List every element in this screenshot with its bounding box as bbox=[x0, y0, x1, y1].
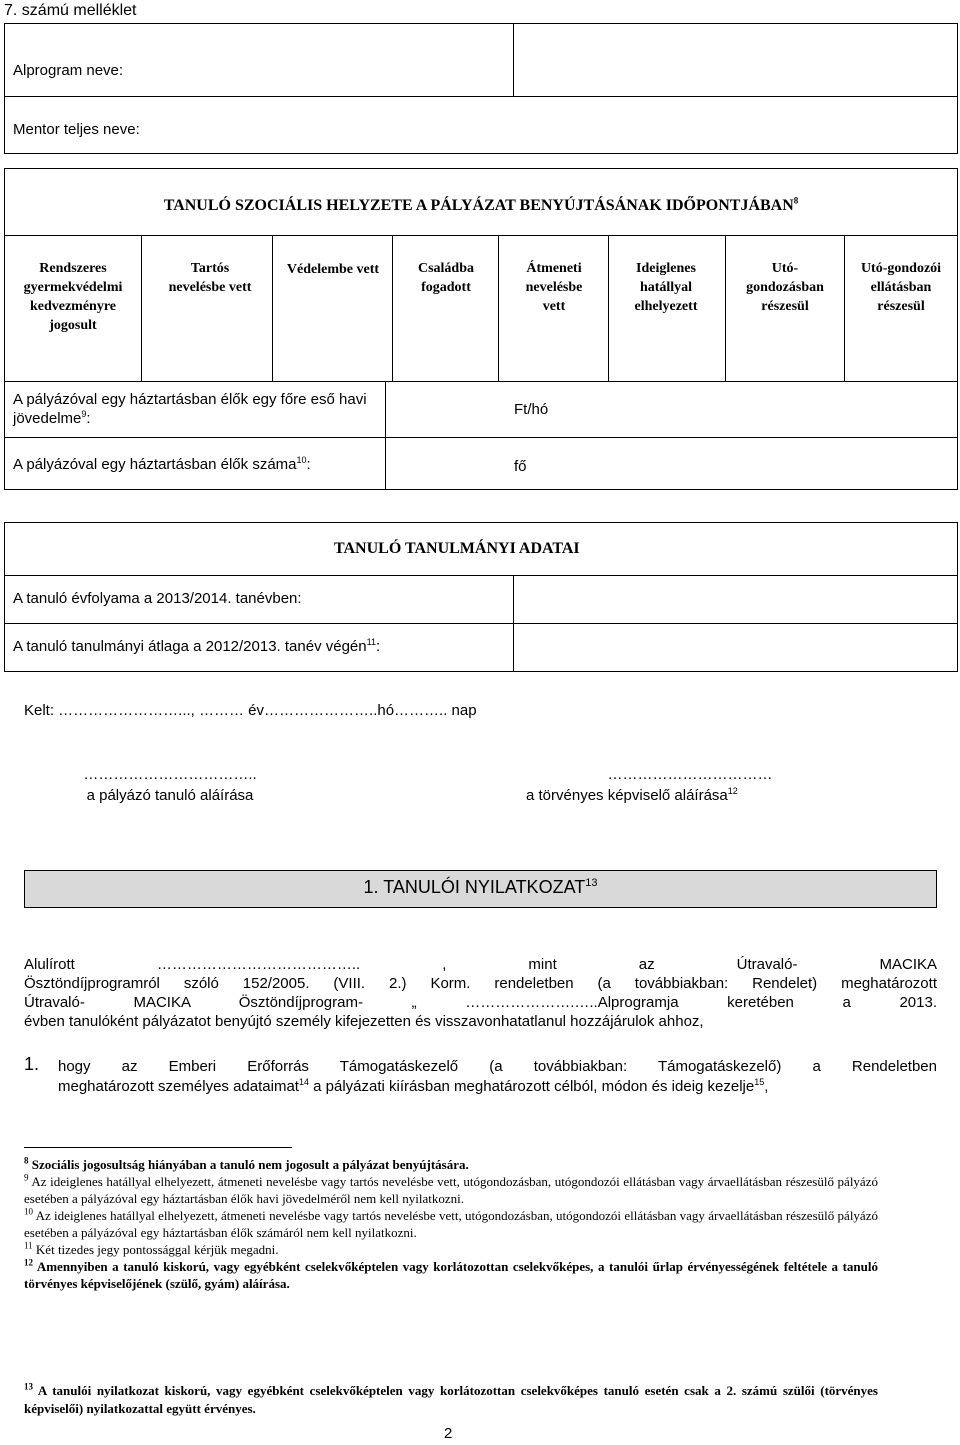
header-table bbox=[4, 23, 958, 154]
mentor-label: Mentor teljes neve: bbox=[13, 121, 140, 138]
declaration-line-1: Alulírott ………………………………….. , mint az Útravaló- MACIKA bbox=[24, 956, 937, 973]
col-utogondozoi: Utó-gondozói ellátásban részesül bbox=[860, 261, 942, 314]
declaration-item-1: hogy az Emberi Erőforrás Támogatáskezelő (a továbbiakban: Támogatáskezelő) a Rendeletben meghatározott személyes adataimat$^{14}$ a pályázati kiírásban meghatározott célból, módon és ideig kezelje$^{15}$, bbox=[58, 1058, 937, 1095]
footnote-10: $^{10}$ Az ideiglenes hatállyal elhelyezett, átmeneti nevelésbe vagy tartós nevelésbe vett, utógondozásban, utógondozói ellátásban vagy árvaellátásban részesülő pályázó esetében a pályázóval egy háztartásban élők számáról nem kell nyilatkozni. bbox=[24, 1206, 878, 1240]
footnote-8: $^8$ Szociális jogosultság hiányában a tanuló nem jogosult a pályázat benyújtására. bbox=[24, 1155, 469, 1172]
social-table bbox=[4, 168, 958, 490]
declaration-line-2: Ösztöndíjprogramról szóló 152/2005. (VIII. 2.) Korm. rendeletben (a továbbiakban: Rendelet) meghatározott bbox=[24, 975, 937, 992]
declaration-title: 1. TANULÓI NYILATKOZAT$^{13}$ bbox=[363, 877, 598, 897]
col-utogondozas: Utó-gondozásban részesül bbox=[746, 261, 824, 314]
study-title: TANULÓ TANULMÁNYI ADATAI bbox=[334, 540, 580, 557]
student-signature-label: a pályázó tanuló aláírása bbox=[86, 787, 254, 804]
declaration-text bbox=[24, 955, 937, 1031]
guardian-signature-label: a törvényes képviselő aláírása$^{12}$ bbox=[526, 786, 738, 804]
income-unit: Ft/hó bbox=[514, 401, 549, 418]
guardian-dots: …………………………… bbox=[607, 766, 773, 783]
kelt-line: Kelt: ……………………..., ……… év…………………..hó……….. nap bbox=[24, 702, 477, 719]
footnote-11: $^{11}$ Két tizedes jegy pontossággal kérjük megadni. bbox=[24, 1240, 279, 1257]
col-rgyk: Rendszeres gyermekvédelmi kedvezményre jogosult bbox=[23, 261, 123, 333]
average-label: A tanuló tanulmányi átlaga a 2012/2013. tanév végén$^{11}$: bbox=[13, 637, 381, 655]
item-number: 1. bbox=[24, 1054, 40, 1074]
alprogram-label: Alprogram neve: bbox=[13, 62, 124, 79]
footnote-rule bbox=[24, 1147, 292, 1148]
grade-label: A tanuló évfolyama a 2013/2014. tanévben: bbox=[13, 590, 302, 607]
footnote-9: $^9$ Az ideiglenes hatállyal elhelyezett, átmeneti nevelésbe vagy tartós nevelésbe vett, utógondozásban, utógondozói ellátásban vagy árvaellátásban részesülő pályázó esetében a pályázóval egy háztartásban élők havi jövedelméről nem kell nyilatkozni. bbox=[24, 1172, 878, 1206]
declaration-line-4: évben tanulóként pályázatot benyújtó személy kifejezetten és visszavonhatatlanul hozzájárulok ahhoz, bbox=[24, 1013, 704, 1030]
col-atmeneti: Átmeneti nevelésbe vett bbox=[525, 261, 583, 314]
income-label: A pályázóval egy háztartásban élők egy főre eső havi jövedelme$^9$: bbox=[13, 391, 367, 427]
footnote-12: $^{12}$ Amennyiben a tanuló kiskorú, vagy egyébként cselekvőképtelen vagy korlátozottan cselekvőképes, a tanulói űrlap érvényességének feltétele a tanuló törvényes képviselőjének (szülő, gyám) aláírása. bbox=[24, 1257, 878, 1291]
footnotes bbox=[24, 1156, 878, 1292]
social-title: TANULÓ SZOCIÁLIS HELYZETE A PÁLYÁZAT BENYÚJTÁSÁNAK IDŐPONTJÁBAN$^8$ bbox=[163, 195, 799, 214]
col-vedelembe: Védelembe vett bbox=[286, 262, 380, 277]
declaration-line-3: Útravaló- MACIKA Ösztöndíjprogram- „ ………………….…..Alprogramja keretében a 2013. bbox=[24, 994, 937, 1011]
declaration-title-box bbox=[24, 870, 937, 908]
col-ideiglenes: Ideiglenes hatállyal elhelyezett bbox=[634, 261, 698, 314]
col-tartos: Tartós nevelésbe vett bbox=[168, 261, 252, 295]
study-table bbox=[4, 522, 958, 672]
col-csaladba: Családba fogadott bbox=[417, 261, 475, 295]
count-unit: fő bbox=[514, 458, 527, 475]
count-label: A pályázóval egy háztartásban élők száma$^{10}$: bbox=[13, 455, 311, 473]
student-dots: …………………………….. bbox=[83, 766, 257, 783]
page-title: 7. számú melléklet bbox=[4, 2, 137, 19]
footnote-13: $^{13}$ A tanulói nyilatkozat kiskorú, vagy egyébként cselekvőképtelen vagy korlátozottan cselekvőképes tanuló esetén csak a 2. számú szülői (törvényes képviselői) nyilatkozattal együtt érvényes. bbox=[24, 1381, 878, 1416]
page-number: 2 bbox=[444, 1425, 453, 1442]
